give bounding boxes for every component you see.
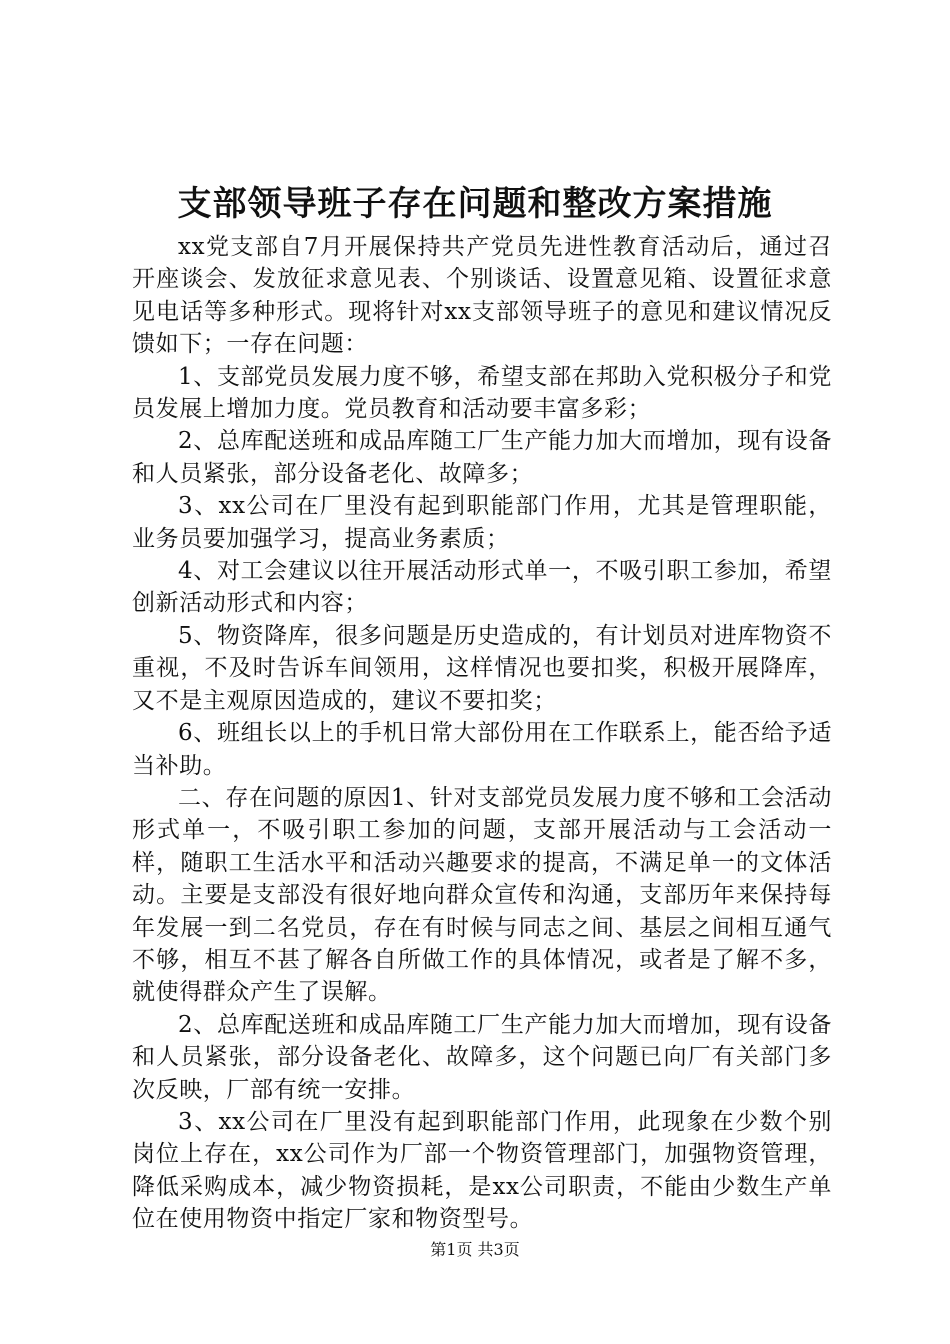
document-body bbox=[132, 231, 832, 1236]
paragraph-cause-1: 二、存在问题的原因1、针对支部党员发展力度不够和工会活动形式单一，不吸引职工参加的问题，支部开展活动与工会活动一样，随职工生活水平和活动兴趣要求的提高，不满足单一的文体活动。主要是支部没有很好地向群众宣传和沟通，支部历年来保持每年发展一到二名党员，存在有时候与同志之间、基层之间相互通气不够，相互不甚了解各自所做工作的具体情况，或者是了解不多，就使得群众产生了误解。 bbox=[132, 784, 832, 1006]
paragraph-problem-2: 2、总库配送班和成品库随工厂生产能力加大而增加，现有设备和人员紧张，部分设备老化、故障多； bbox=[132, 428, 832, 487]
paragraph-cause-3: 3、xx公司在厂里没有起到职能部门作用，此现象在少数个别岗位上存在，xx公司作为厂部一个物资管理部门，加强物资管理，降低采购成本，减少物资损耗，是xx公司职责，不能由少数生产单位在使用物资中指定厂家和物资型号。 bbox=[132, 1108, 832, 1233]
paragraph-intro: xx党支部自7月开展保持共产党员先进性教育活动后，通过召开座谈会、发放征求意见表、个别谈话、设置意见箱、设置征求意见电话等多种形式。现将针对xx支部领导班子的意见和建议情况反馈如下；一存在问题： bbox=[132, 234, 832, 358]
paragraph-problem-5: 5、物资降库，很多问题是历史造成的，有计划员对进库物资不重视，不及时告诉车间领用，这样情况也要扣奖，积极开展降库，又不是主观原因造成的，建议不要扣奖； bbox=[132, 622, 832, 714]
paragraph-problem-4: 4、对工会建议以往开展活动形式单一，不吸引职工参加，希望创新活动形式和内容； bbox=[132, 558, 832, 617]
paragraph-problem-3: 3、xx公司在厂里没有起到职能部门作用，尤其是管理职能，业务员要加强学习，提高业务素质； bbox=[132, 493, 832, 552]
paragraph-problem-1: 1、支部党员发展力度不够，希望支部在邦助入党积极分子和党员发展上增加力度。党员教育和活动要丰富多彩； bbox=[132, 363, 832, 423]
paragraph-cause-2: 2、总库配送班和成品库随工厂生产能力加大而增加，现有设备和人员紧张，部分设备老化、故障多，这个问题已向厂有关部门多次反映，厂部有统一安排。 bbox=[132, 1011, 832, 1103]
paragraph-problem-6: 6、班组长以上的手机日常大部份用在工作联系上，能否给予适当补助。 bbox=[132, 720, 832, 779]
page-footer: 第1页 共3页 bbox=[430, 1240, 520, 1259]
document-title: 支部领导班子存在问题和整改方案措施 bbox=[177, 184, 773, 224]
